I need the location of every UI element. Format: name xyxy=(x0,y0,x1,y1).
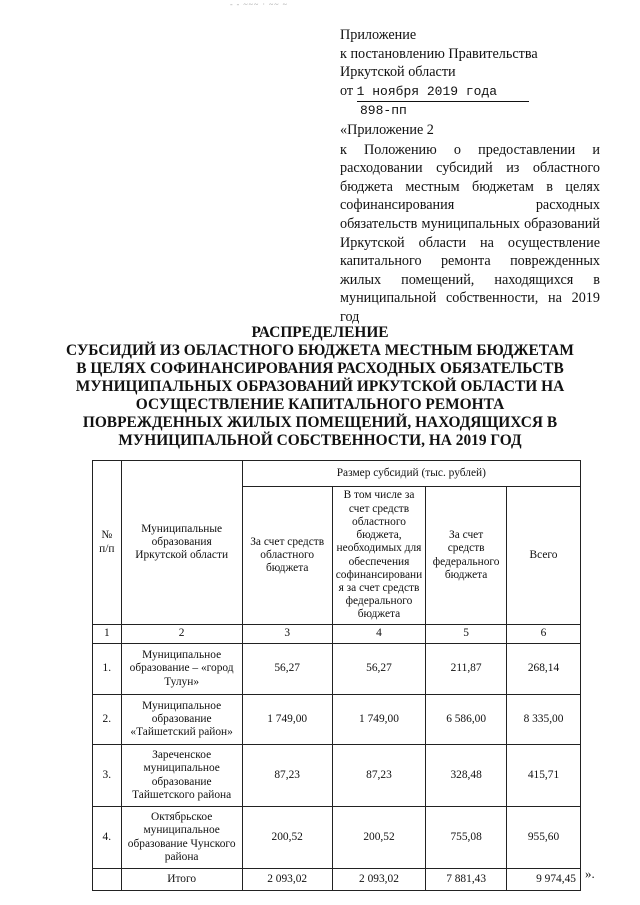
row-cofinancing: 200,52 xyxy=(332,807,426,869)
totals-cofinancing: 2 093,02 xyxy=(332,869,426,891)
row-regional: 87,23 xyxy=(242,745,332,807)
title-line-4: МУНИЦИПАЛЬНЫХ ОБРАЗОВАНИЙ ИРКУТСКОЙ ОБЛАСТИ НА xyxy=(75,378,565,395)
column-number: 2 xyxy=(121,625,242,644)
row-cofinancing: 1 749,00 xyxy=(332,695,426,745)
column-number-row xyxy=(93,625,581,644)
row-municipality: Зареченское муниципальное образование Тайшетского района xyxy=(121,745,242,807)
header-federal: За счет средств федерального бюджета xyxy=(426,487,507,625)
title-line-3: В ЦЕЛЯХ СОФИНАНСИРОВАНИЯ РАСХОДНЫХ ОБЯЗАТЕЛЬСТВ xyxy=(76,360,564,377)
appendix-para-body: к Положению о предоставлении и расходовании субсидий из областного бюджета местным бюджетам в целях софинансирования расходных обязательств муниципальных образований Иркутской области на осуществление капитального ремонта поврежденных жилых помещений, находящихся в муниципальной собственности, на 2019 год xyxy=(340,141,600,325)
appendix-block xyxy=(340,26,600,327)
row-federal: 6 586,00 xyxy=(426,695,507,745)
totals-federal: 7 881,43 xyxy=(426,869,507,891)
row-total: 8 335,00 xyxy=(507,695,581,745)
totals-label: Итого xyxy=(121,869,242,891)
totals-row xyxy=(93,869,581,891)
totals-regional: 2 093,02 xyxy=(242,869,332,891)
scan-marks: - - ~~~ · ~~ ~ xyxy=(230,0,288,9)
header-regional: За счет средств областного бюджета xyxy=(242,487,332,625)
appendix-date: 1 ноября 2019 года xyxy=(357,83,529,103)
column-number: 5 xyxy=(426,625,507,644)
column-number: 1 xyxy=(93,625,122,644)
title-line-2: СУБСИДИЙ ИЗ ОБЛАСТНОГО БЮДЖЕТА МЕСТНЫМ БЮДЖЕТАМ xyxy=(66,342,574,359)
row-cofinancing: 56,27 xyxy=(332,644,426,695)
appendix-date-line xyxy=(340,82,600,103)
header-num: № п/п xyxy=(93,461,122,625)
column-number: 4 xyxy=(332,625,426,644)
totals-num xyxy=(93,869,122,891)
row-total: 268,14 xyxy=(507,644,581,695)
appendix-number: 898-пп xyxy=(360,103,407,119)
document-title xyxy=(0,324,640,450)
header-total: Всего xyxy=(507,487,581,625)
header-cofinancing: В том числе за счет средств областного бюджета, необходимых для обеспечения софинансировани я за счет средств федерального бюджета xyxy=(332,487,426,625)
appendix-region: Иркутской области xyxy=(340,64,456,81)
table-row xyxy=(93,745,581,807)
column-number: 6 xyxy=(507,625,581,644)
row-municipality: Муниципальное образование – «город Тулун» xyxy=(121,644,242,695)
appendix-date-prefix: от xyxy=(340,82,354,99)
table-row xyxy=(93,695,581,745)
closing-quote: ». xyxy=(585,866,595,881)
row-regional: 200,52 xyxy=(242,807,332,869)
row-municipality: Октябрьское муниципальное образование Чунского района xyxy=(121,807,242,869)
table-row xyxy=(93,807,581,869)
row-cofinancing: 87,23 xyxy=(332,745,426,807)
row-total: 955,60 xyxy=(507,807,581,869)
title-line-6: ПОВРЕЖДЕННЫХ ЖИЛЫХ ПОМЕЩЕНИЙ, НАХОДЯЩИХСЯ В xyxy=(82,414,558,431)
row-federal: 755,08 xyxy=(426,807,507,869)
appendix-decree: к постановлению Правительства xyxy=(340,45,538,62)
row-federal: 211,87 xyxy=(426,644,507,695)
title-line-5: ОСУЩЕСТВЛЕНИЕ КАПИТАЛЬНОГО РЕМОНТА xyxy=(135,396,505,413)
row-num: 2. xyxy=(93,695,122,745)
row-num: 3. xyxy=(93,745,122,807)
row-num: 4. xyxy=(93,807,122,869)
row-federal: 328,48 xyxy=(426,745,507,807)
appendix-para-head: «Приложение 2 xyxy=(340,121,434,138)
title-line-1: РАСПРЕДЕЛЕНИЕ xyxy=(251,324,389,341)
table-row xyxy=(93,644,581,695)
column-number: 3 xyxy=(242,625,332,644)
row-total: 415,71 xyxy=(507,745,581,807)
header-municipality: Муниципальные образования Иркутской области xyxy=(121,461,242,625)
title-line-7: МУНИЦИПАЛЬНОЙ СОБСТВЕННОСТИ, НА 2019 ГОД xyxy=(118,432,522,449)
row-num: 1. xyxy=(93,644,122,695)
row-regional: 1 749,00 xyxy=(242,695,332,745)
header-group: Размер субсидий (тыс. рублей) xyxy=(242,461,580,487)
appendix-title: Приложение xyxy=(340,27,417,43)
totals-total: 9 974,45 xyxy=(507,869,581,891)
row-municipality: Муниципальное образование «Тайшетский район» xyxy=(121,695,242,745)
subsidy-table xyxy=(92,460,581,891)
row-regional: 56,27 xyxy=(242,644,332,695)
